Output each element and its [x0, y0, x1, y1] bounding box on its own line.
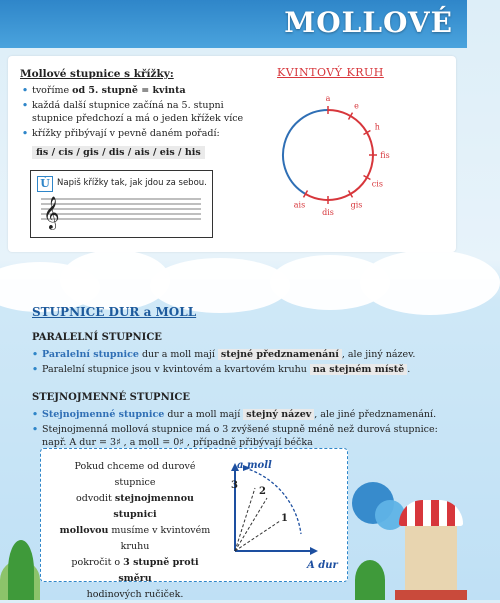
circle-note-label: cis [371, 179, 383, 189]
list-item: • Paralelní stupnice dur a moll mají stejné předznamenání , ale jiný název. [32, 348, 442, 361]
note-text: Pokud chceme od durové stupnice odvodit stejnojmennou stupnici mollovou musíme v kvintovém kruhu pokročit o 3 stupně proti směru hodinových ručiček. [59, 461, 211, 600]
task-box [30, 170, 213, 238]
circle-arc [306, 110, 374, 200]
circle-of-fifths [268, 90, 408, 225]
circle-note-label: fis [380, 151, 390, 160]
sharps-list [22, 84, 252, 142]
circle-arc [283, 110, 328, 194]
list-item: • každá další stupnice začíná na 5. stupni stupnice předchozí a má o jeden křížek více [22, 99, 252, 125]
circle-note-label: dis [322, 208, 334, 217]
list-item: • Stejnojmenná mollová stupnice má o 3 zvýšené stupně méně než durová stupnice: např. A dur = 3♯ , a moll = 0♯ , případně přibývají béčka [32, 423, 452, 462]
circle-note-label: e [354, 101, 359, 111]
circle-title: KVINTOVÝ KRUH [277, 66, 384, 79]
list-item: • tvoříme od 5. stupně = kvinta [22, 84, 252, 97]
task-badge: Ú [37, 176, 53, 192]
section-title: STUPNICE DUR a MOLL [32, 305, 197, 319]
cloud [360, 250, 500, 315]
list-item: • křížky přibývají v pevně daném pořadí: [22, 127, 252, 140]
same-name-heading: STEJNOJMENNÉ STUPNICE [32, 392, 190, 403]
staff[interactable] [31, 171, 212, 237]
circle-note-label: a [325, 94, 331, 103]
carousel [395, 500, 467, 600]
sharps-heading: Mollové stupnice s křížky: [20, 68, 174, 80]
label-dur: A dur [307, 560, 338, 571]
list-item: • Stejnojmenné stupnice dur a moll mají stejný název , ale jiné předznamenání. [32, 408, 452, 421]
step-diagram [215, 456, 338, 571]
sharps-order: fis / cis / gis / dis / ais / eis / his [32, 146, 205, 159]
tree [8, 540, 34, 600]
circle-note-label: ais [293, 200, 306, 210]
circle-note-label: h [374, 122, 380, 132]
step-2: 2 [259, 486, 266, 497]
parallel-list [32, 348, 442, 378]
circle-note-label: gis [350, 200, 363, 210]
label-moll: a moll [237, 460, 272, 471]
step-1: 1 [281, 513, 288, 524]
parallel-heading: PARALELNÍ STUPNICE [32, 332, 162, 343]
page-title: MOLLOVÉ [284, 6, 453, 39]
task-text: Napiš křížky tak, jak jdou za sebou. [57, 178, 207, 188]
tree [355, 560, 385, 600]
list-item: • Paralelní stupnice jsou v kvintovém a kvartovém kruhu na stejném místě . [32, 363, 442, 376]
step-3: 3 [231, 480, 238, 491]
treble-clef-icon: 𝄞 [43, 196, 60, 229]
